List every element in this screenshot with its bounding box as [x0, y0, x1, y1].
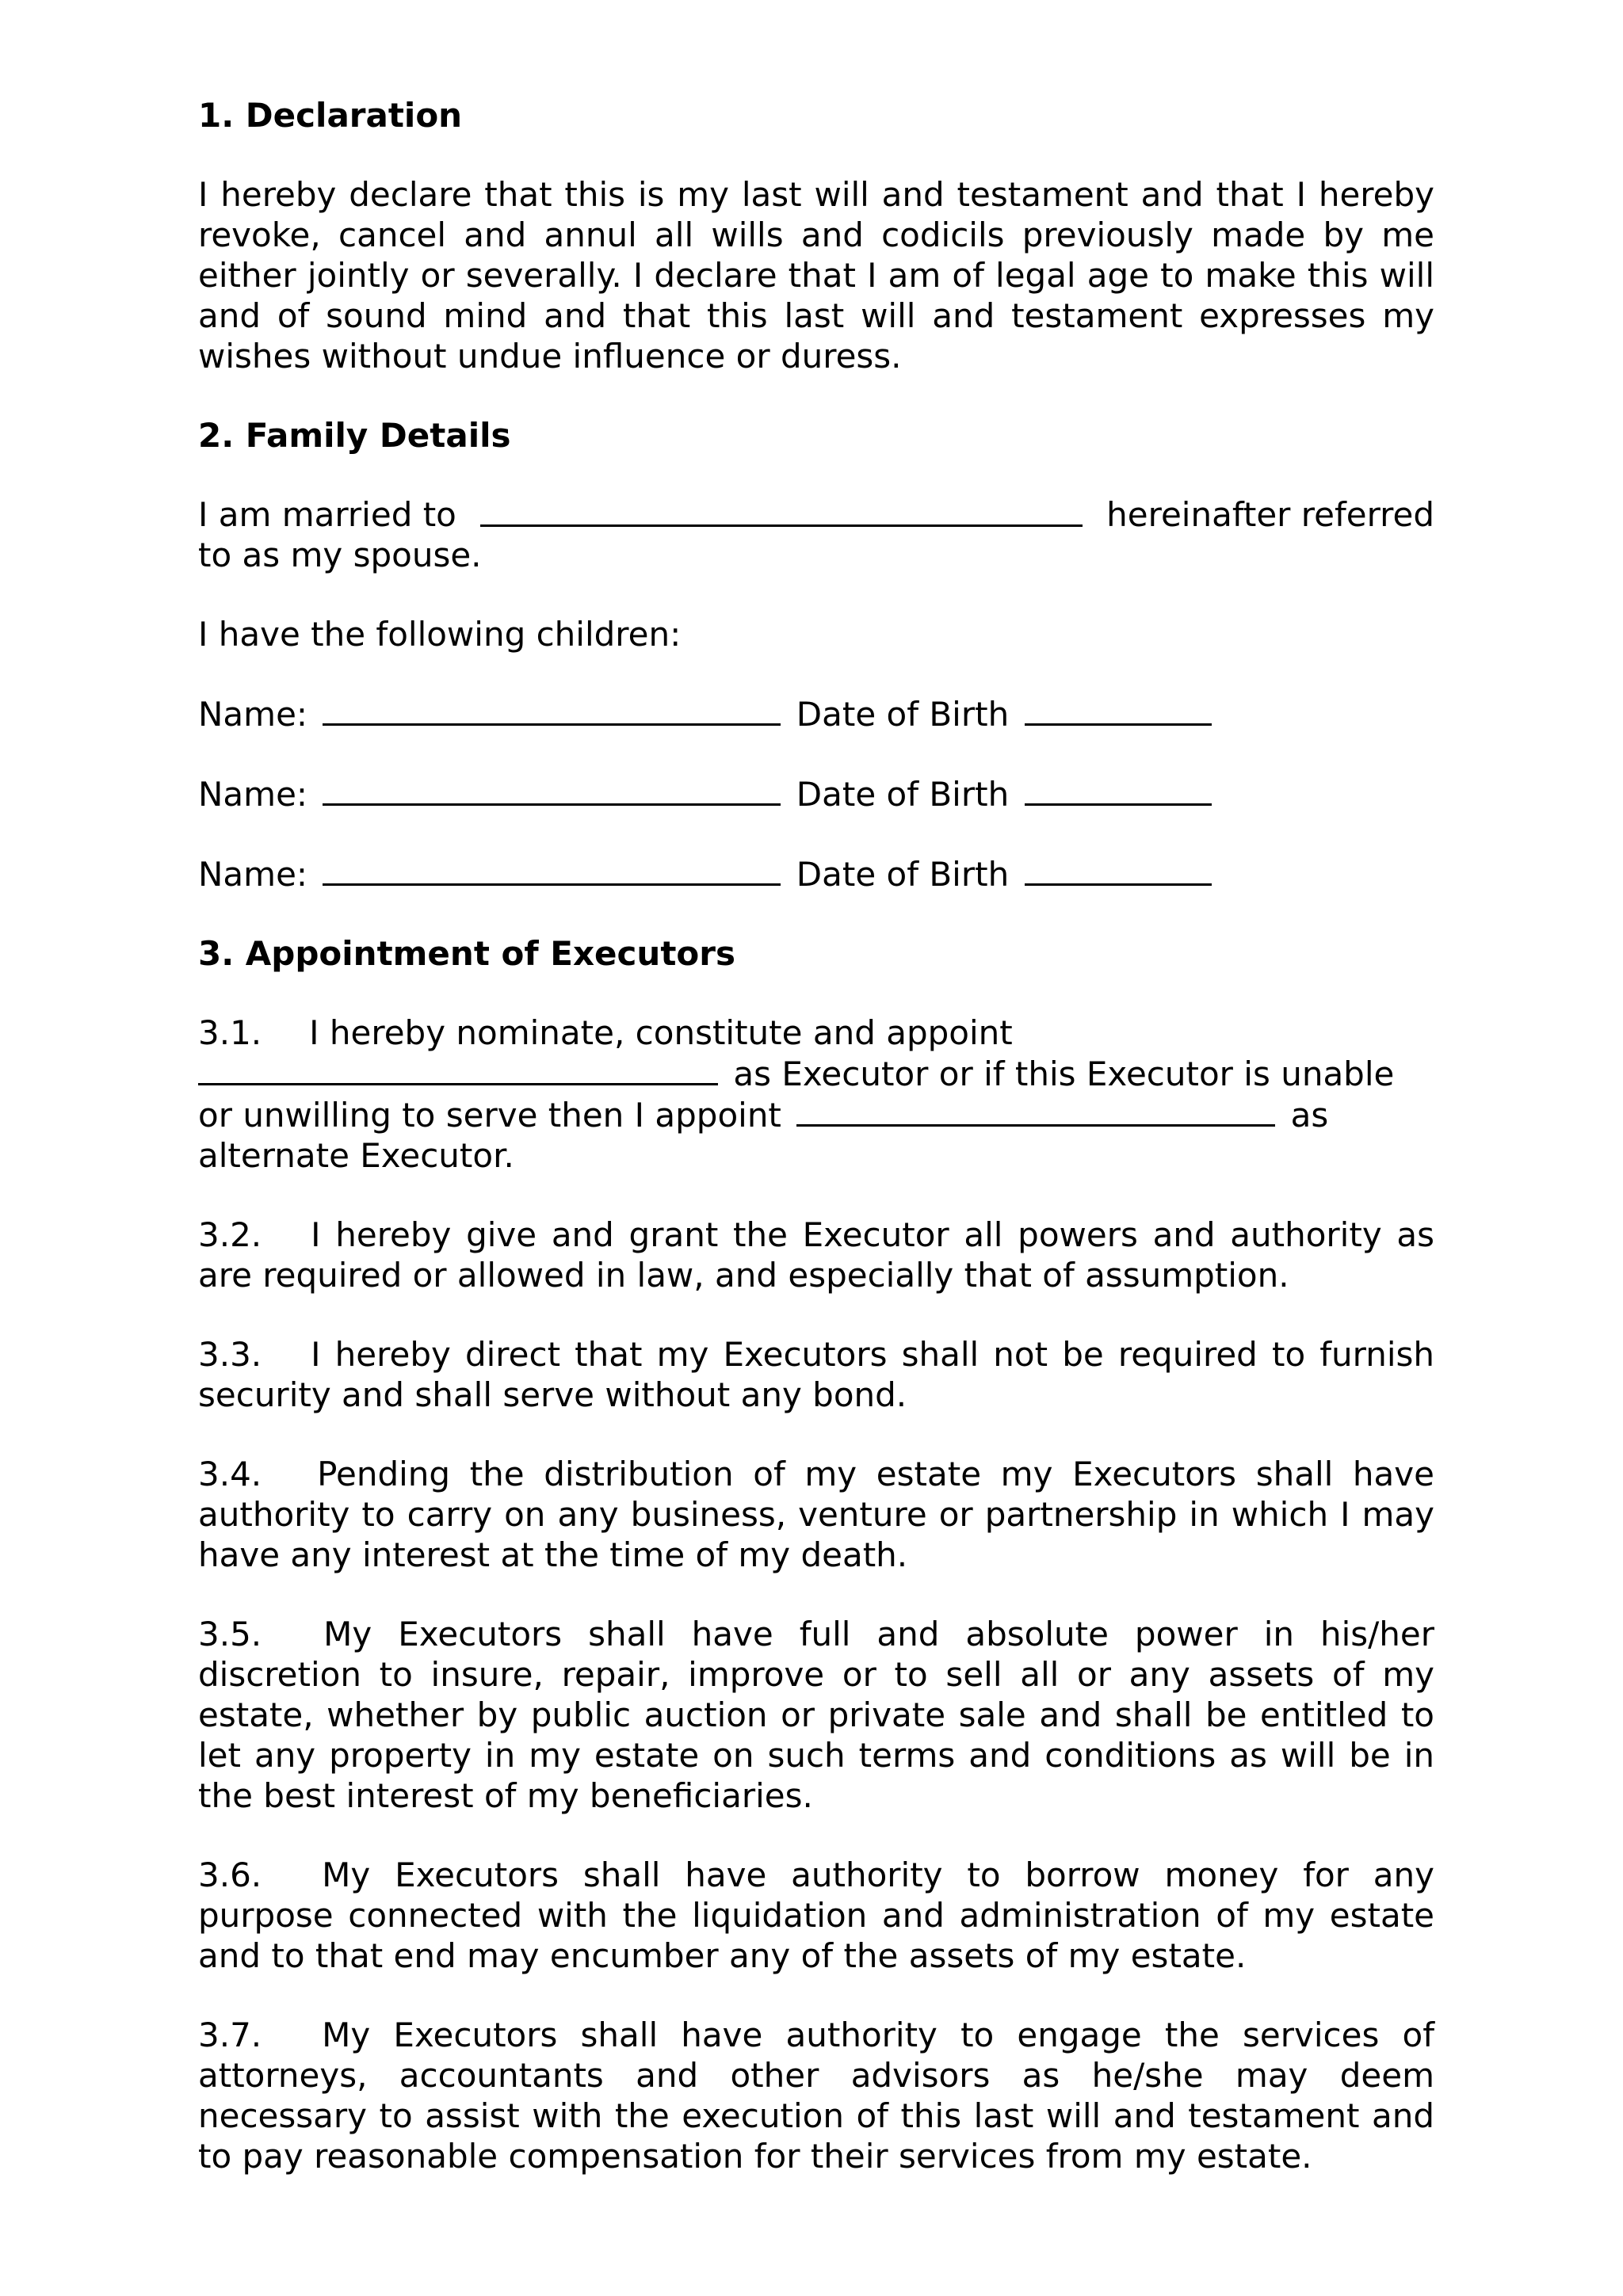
clause-3-1-text-4: as	[1290, 1096, 1329, 1135]
child-dob-field[interactable]	[1025, 773, 1212, 806]
child-row	[198, 773, 1434, 814]
clause-3-1-text-2: as Executor or if this Executor is unable	[733, 1055, 1395, 1093]
clause-number: 3.2.	[198, 1215, 262, 1254]
married-line-2: to as my spouse.	[198, 536, 482, 574]
clause-number: 3.6.	[198, 1855, 262, 1894]
clause-3-1-line-2	[198, 1053, 1434, 1094]
child-dob-label: Date of Birth	[796, 855, 1010, 894]
children-intro: I have the following children:	[198, 615, 682, 654]
declaration-paragraph: I hereby declare that this is my last will and testament and that I hereby revoke, cancel and annul all wills and codicils previously made by me either jointly or severally. I declare that I am of legal age to make this will and of sound mind and that this last will and testament expresses my wishes without undue influence or duress.	[198, 175, 1434, 376]
married-clause	[198, 494, 1434, 575]
clause-3-3	[198, 1334, 1434, 1415]
will-page	[198, 95, 1434, 2215]
spouse-name-field[interactable]	[480, 494, 1083, 527]
child-name-label: Name:	[198, 775, 308, 814]
clause-3-1-text-3: or unwilling to serve then I appoint	[198, 1096, 781, 1135]
clause-3-2	[198, 1215, 1434, 1295]
section-heading-executors: 3. Appointment of Executors	[198, 934, 735, 973]
married-prefix: I am married to	[198, 495, 456, 534]
child-dob-label: Date of Birth	[796, 775, 1010, 814]
child-row	[198, 693, 1434, 734]
married-line-1	[198, 494, 1434, 535]
married-suffix: hereinafter referred	[1106, 495, 1434, 534]
clause-3-1-line-3	[198, 1094, 1434, 1135]
child-name-field[interactable]	[323, 853, 781, 886]
child-dob-field[interactable]	[1025, 853, 1212, 886]
clause-number: 3.4.	[198, 1455, 262, 1493]
executor-name-field[interactable]	[198, 1053, 718, 1085]
clause-3-7-text: My Executors shall have authority to engage the services of attorneys, accountants and other advisors as he/she may deem necessary to assist with the execution of this last will and testament and to pay reasonable compensation for their services from my estate.	[198, 2016, 1434, 2176]
clause-3-3-text: I hereby direct that my Executors shall not be required to furnish security and shall serve without any bond.	[198, 1335, 1434, 1414]
clause-3-4	[198, 1454, 1434, 1575]
child-name-label: Name:	[198, 695, 308, 734]
clause-number: 3.7.	[198, 2016, 262, 2054]
section-heading-family-details: 2. Family Details	[198, 416, 511, 455]
child-name-label: Name:	[198, 855, 308, 894]
clause-3-7	[198, 2015, 1434, 2176]
clause-3-1-text-1: I hereby nominate, constitute and appoint	[309, 1013, 1013, 1052]
child-dob-field[interactable]	[1025, 693, 1212, 726]
child-row	[198, 853, 1434, 894]
clause-3-2-text: I hereby give and grant the Executor all powers and authority as are required or allowed in law, and especially that of assumption.	[198, 1215, 1434, 1295]
clause-3-1-line-1	[198, 1013, 1434, 1053]
clause-number: 3.3.	[198, 1335, 262, 1374]
clause-3-4-text: Pending the distribution of my estate my Executors shall have authority to carry on any business, venture or partnership in which I may have any interest at the time of my death.	[198, 1455, 1434, 1574]
clause-3-6	[198, 1855, 1434, 1976]
child-dob-label: Date of Birth	[796, 695, 1010, 734]
clause-number: 3.5.	[198, 1615, 262, 1653]
clause-3-6-text: My Executors shall have authority to borrow money for any purpose connected with the liquidation and administration of my estate and to that end may encumber any of the assets of my estate.	[198, 1855, 1434, 1975]
clause-3-5-text: My Executors shall have full and absolute power in his/her discretion to insure, repair, improve or to sell all or any assets of my estate, whether by public auction or private sale and shall be entitled to let any property in my estate on such terms and conditions as will be in the best interest of my beneficiaries.	[198, 1615, 1434, 1815]
section-heading-declaration: 1. Declaration	[198, 96, 463, 135]
clause-3-5	[198, 1614, 1434, 1816]
clause-number: 3.1.	[198, 1013, 262, 1052]
child-name-field[interactable]	[323, 693, 781, 726]
child-name-field[interactable]	[323, 773, 781, 806]
alternate-executor-name-field[interactable]	[796, 1094, 1275, 1127]
clause-3-1-line-4: alternate Executor.	[198, 1136, 514, 1175]
clause-3-1	[198, 1013, 1434, 1176]
